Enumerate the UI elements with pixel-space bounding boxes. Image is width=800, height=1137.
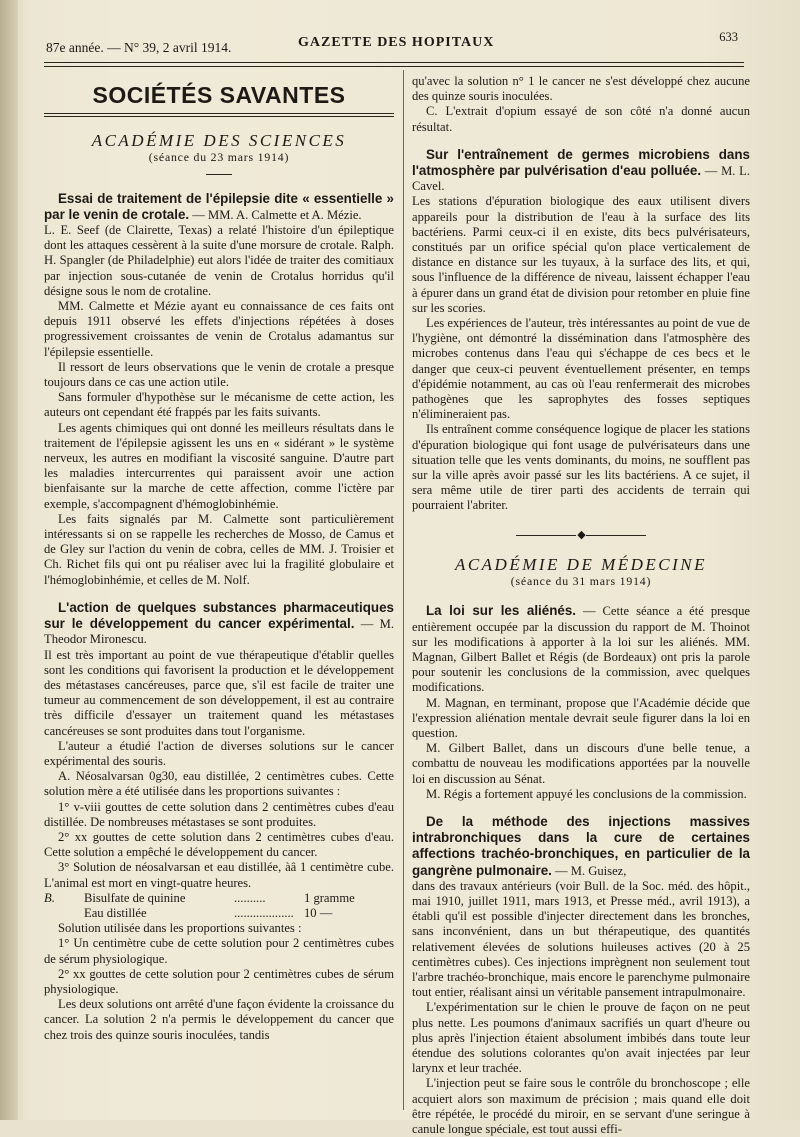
article-alienes — [412, 603, 750, 695]
header-rule — [44, 62, 744, 67]
ornament-divider: ◆ — [412, 528, 750, 543]
paragraph: L. E. Seef (de Clairette, Texas) a relaté l'histoire d'un épileptique dont les attaques cessèrent à la suite d'une morsure de crotale. Ralph. H. Spangler (de Philadelphie) eut alors l'idée de traiter des comitiaux par injection sous-cutanée de venin de Crotalus horridus qu'il désigne sous le nom de crotaline. — [44, 223, 394, 298]
paragraph: 2° xx gouttes de cette solution pour 2 centimètres cubes de sérum physiologique. — [44, 966, 394, 996]
article-authors: — M. Theodor Mironescu. — [44, 617, 394, 647]
section-title: SOCIÉTÉS SAVANTES — [92, 82, 346, 108]
paragraph: Les stations d'épuration biologique des eaux utilisent divers appareils pour la distribution de l'eau à la surface des lits bactériens. Parmi ceux-ci il en existe, dits becs pulvérisateurs, constitués par un orifice spécial qu'on place verticalement de distance en distance sur les tuyaux, à la surface des lits, et qui, sous l'influence de la différence de niveau, laissent échapper l'eau à épurer dans un grand état de division pour retomber en pluie fine sur les scories. — [412, 194, 750, 315]
paragraph: M. Magnan, en terminant, propose que l'Académie décide que l'expression aliénation mentale devrait seule figurer dans la loi en question. — [412, 695, 750, 740]
academy-heading: ACADÉMIE DES SCIENCES — [91, 131, 347, 151]
article-title: L'action de quelques substances pharmaceutiques sur le développement du cancer expérimental. — [44, 599, 394, 632]
paragraph: L'auteur a étudié l'action de diverses solutions sur le cancer expérimental des souris. — [44, 738, 394, 768]
paragraph: Solution utilisée dans les proportions suivantes : — [58, 921, 302, 936]
short-rule — [206, 174, 232, 175]
recipe-letter: B. — [44, 890, 55, 905]
recipe-quantity: 1 gramme — [304, 890, 355, 905]
article-authors: — M. L. Cavel. — [412, 164, 750, 194]
article-authors: — MM. A. Calmette et A. Mézie. — [189, 207, 362, 222]
paragraph: 1° v-viii gouttes de cette solution dans 2 centimètres cubes d'eau distillée. De nombreuses métastases se sont produites. — [44, 799, 394, 829]
paragraph: 1° Un centimètre cube de cette solution pour 2 centimètres cubes de sérum physiologique. — [44, 936, 394, 966]
recipe-ingredient: Eau distillée — [84, 905, 147, 920]
article-title: La loi sur les aliénés. — [426, 603, 576, 619]
paragraph: C. L'extrait d'opium essayé de son côté n'a donné aucun résultat. — [412, 104, 750, 134]
paragraph: Il ressort de leurs observations que le venin de crotale a presque toujours dans ce cas une action utile. — [44, 359, 394, 390]
article-injections — [412, 814, 750, 879]
paragraph: MM. Calmette et Mézie ayant eu connaissance de ces faits ont depuis 1911 observé les effets d'injections répétées à doses progressivement croissantes de venin de Crotalus adamantus sur l'épilepsie essentielle. — [44, 299, 394, 359]
column-divider — [403, 70, 404, 1110]
article-cancer — [44, 600, 394, 648]
paragraph: 3° Solution de néosalvarsan et eau distillée, àâ 1 centimètre cube. L'animal est mort en vingt-quatre heures. — [44, 860, 394, 890]
recipe-quantity: 10 — — [304, 905, 333, 920]
binding-gutter — [0, 0, 18, 1120]
article-title: De la méthode des injections massives intrabronchiques dans la cure de certaines affections trachéo-bronchiques, en particulier de la gangrène pulmonaire. — [412, 813, 750, 878]
running-header — [46, 30, 738, 60]
paragraph: M. Régis a fortement appuyé les conclusions de la commission. — [426, 786, 747, 801]
page-number: 633 — [719, 30, 738, 44]
paragraph: dans des travaux antérieurs (voir Bull. de la Soc. méd. des hôpit., mai 1910, juillet 1911, mars 1913, et Presse méd., avril 1913), a établi qu'il est possible d'injecter directement dans les bronches, sans inconvénient, dans un but thérapeutique, des quantités relativement élevées de solutions huileuses actives (20 à 25 centimètres cubes). Ces injections imprègnent non seulement tout l'arbre trachéo-bronchique, mais encore le parenchyme pulmonaire tout entier, réalisant ainsi un véritable pansement intrapulmonaire. — [412, 878, 750, 1000]
recipe-dots: ................... — [234, 905, 294, 920]
recipe-letter — [44, 906, 84, 921]
recipe-row — [44, 906, 394, 921]
article-title: Essai de traitement de l'épilepsie dite « essentielle » par le venin de crotale. — [44, 190, 394, 222]
paragraph: 2° xx gouttes de cette solution dans 2 centimètres cubes d'eau. Cette solution a empêché le développement du cancer. — [44, 829, 394, 860]
paragraph: M. Gilbert Ballet, dans un discours d'une belle tenue, a combattu de nouveau les modifications apportées par la nouvelle loi en discussion au Sénat. — [412, 741, 750, 786]
article-microbes — [412, 147, 750, 195]
article-title: Sur l'entraînement de germes microbiens dans l'atmosphère par pulvérisation d'eau polluée. — [412, 146, 750, 179]
seance-date: (séance du 23 mars 1914) — [148, 150, 290, 165]
right-column — [412, 74, 750, 1137]
paragraph: qu'avec la solution n° 1 le cancer ne s'est développé chez aucune des quinze souris inoculées. — [412, 74, 750, 104]
issue-info: 87e année. — N° 39, 2 avril 1914. — [46, 40, 232, 55]
journal-title: GAZETTE DES HOPITAUX — [298, 35, 495, 50]
article-authors: — M. Guisez, — [551, 863, 627, 878]
paragraph: Les expériences de l'auteur, très intéressantes au point de vue de l'hygiène, ont démontré la dissémination dans l'atmosphère des microbes contenus dans l'eau qui s'échappe de ces becs et le danger que ceux-ci peuvent éventuellement présenter, en temps d'épidémie notamment, au cas où l'eau renfermerait des microbes pathogènes que les saprophytes des fosses septiques n'élimineraient pas. — [412, 316, 750, 422]
article-epilepsie — [44, 191, 394, 223]
paragraph: A. Néosalvarsan 0g30, eau distillée, 2 centimètres cubes. Cette solution mère a été utilisée dans les proportions suivantes : — [44, 769, 394, 799]
paragraph: L'injection peut se faire sous le contrôle du bronchoscope ; elle acquiert alors son maximum de précision ; mais quand elle doit être répétée, le procédé du miroir, en se servant d'une seringue à canule longue spéciale, est tout aussi effi- — [412, 1076, 750, 1136]
paragraph: Sans formuler d'hypothèse sur le mécanisme de cette action, les auteurs ont cependant été frappés par les faits suivants. — [44, 390, 394, 420]
paragraph: Les agents chimiques qui ont donné les meilleurs résultats dans le traitement de l'épilepsie agissent les uns en « sidérant » le système nerveux, les autres en modifiant la viscosité sanguine. D'autre part les maladies intercurrentes qui paraissent avoir une action bienfaisante sur la marche de cette affection, comme l'ictère par exemple, s'accompagnent d'hémoglobinhémie. — [44, 420, 394, 511]
recipe-row — [44, 891, 394, 906]
left-column — [44, 74, 394, 1043]
paragraph: Il est très important au point de vue thérapeutique d'établir quelles sont les conditions qui favorisent la production et le développement des métastases cancéreuses, parce que, s'il est facile de traiter une tumeur au commencement de son développement, il est au contraire très difficile d'essayer un traitement quand les métastases cancéreuses se sont produites dans tout l'organisme. — [44, 647, 394, 738]
paragraph: Ils entraînent comme conséquence logique de placer les stations d'épuration biologique qui font usage de pulvérisateurs dans une situation telle que les vents dominants, du moins, ne soufflent pas sur la ville après avoir passé sur les lits bactériens. A ce sujet, il sera même utile de tirer parti des accidents de terrain qui pourraient l'abriter. — [412, 422, 750, 513]
seance-date: (séance du 31 mars 1914) — [510, 574, 652, 589]
paragraph: Les deux solutions ont arrêté d'une façon évidente la croissance du cancer. La solution 2 n'a permis le développement du cancer que chez trois des quinze souris inoculées, tandis — [44, 997, 394, 1042]
article-body: — Cette séance a été presque entièrement occupée par la discussion du rapport de M. Thoinot sur les modifications à apporter à la loi sur les aliénés. MM. Magnan, Gilbert Ballet et Régis (de Bordeaux) ont pris la parole pour soutenir les conclusions de la commission, avec quelques modifications. — [412, 604, 750, 695]
section-rule — [44, 113, 394, 117]
paragraph: Les faits signalés par M. Calmette sont particulièrement intéressants si on se rappelle les recherches de Mosso, de Camus et de Gley sur l'action du venin de cobra, celles de MM. J. Troisier et Ch. Richet fils qui ont pu réaliser avec lui la fragilité globulaire et l'hémoglobinhémie, et celles de M. Nolf. — [44, 511, 394, 587]
recipe-ingredient: Bisulfate de quinine — [84, 890, 186, 905]
paragraph: L'expérimentation sur le chien le prouve de façon on ne peut plus nette. Les poumons d'animaux sacrifiés un quart d'heure ou plus après l'injection étaient absolument imbibés dans toute leur étendue des solutions colorantes qu'on avait injectées par leur larynx et leur trachée. — [412, 1000, 750, 1076]
recipe-dots: .......... — [234, 890, 266, 905]
academy-heading: ACADÉMIE DE MÉDECINE — [454, 554, 708, 574]
